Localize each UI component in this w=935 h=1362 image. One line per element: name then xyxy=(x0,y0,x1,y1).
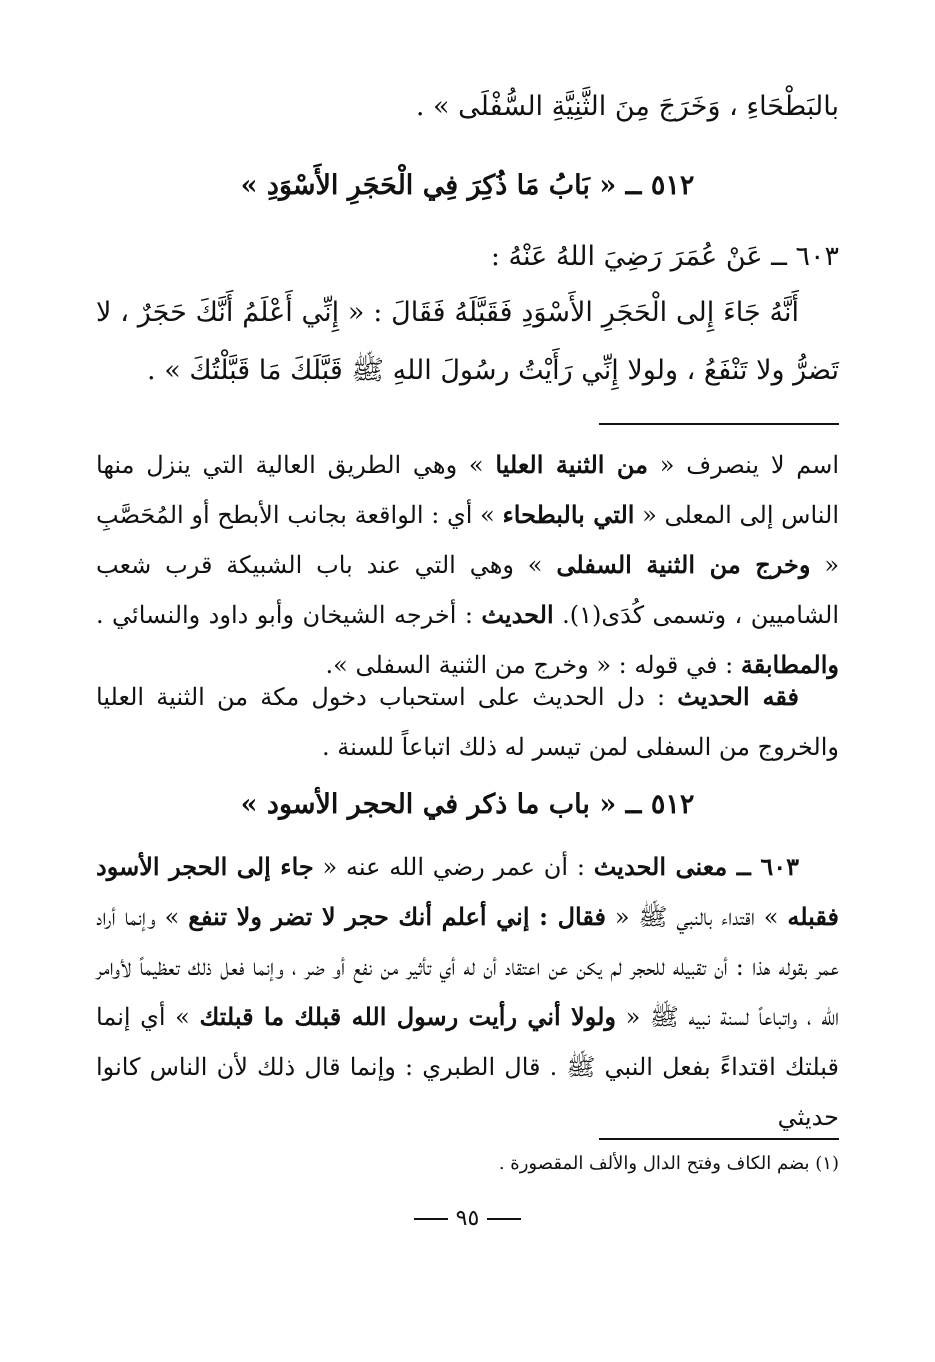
sharh-p3-segment: » اقتداء بالنبي ﷺ « xyxy=(605,903,788,931)
sharh-p1-segment: » وهي الطريق العالية التي ينزل منها الناس إلى المعلى « xyxy=(96,451,839,529)
hadith-text: أَنَّهُ جَاءَ إِلى الْحَجَرِ الأَسْوَدِ فَقَبَّلَهُ فَقَالَ : « إِنِّي أَعْلَمُ أَنَّكَ حَجَرٌ ، لا تَضرُّ ولا تَنْفَعُ ، ولولا إِنِّي رَأَيْتُ رسُولَ اللهِ ﷺ قَبَّلَكَ مَا قَبَّلْتُكَ » . xyxy=(96,297,839,386)
page-number-dash-left xyxy=(414,1218,448,1220)
sharh-p3-segment: جاء إلى الحجر الأسود فقبله xyxy=(96,852,839,931)
matn-line-1: بالبَطْحَاءِ ، وَخَرَجَ مِنَ الثَّنِيَّةِ السُّفْلَى » . xyxy=(415,91,839,122)
chapter-heading-matn: ٥١٢ ــ « بَابُ مَا ذُكِرَ فِي الْحَجَرِ الأَسْوَدِ » xyxy=(240,170,695,201)
sharh-p1-segment: وخرج من الثنية السفلى xyxy=(556,550,811,579)
sharh-p3-segment: فقال : إني أعلم أنك حجر لا تضر ولا تنفع xyxy=(188,902,606,931)
sharh-p3-segment: ٦٠٣ ــ معنى الحديث xyxy=(593,852,799,881)
sharh-p1-segment: التي بالبطحاء xyxy=(502,500,635,529)
sharh-p1-segment: الحديث xyxy=(481,600,554,629)
sharh-p1-segment: : في قوله : « وخرج من الثنية السفلى ». xyxy=(325,651,741,679)
hadith-intro: ٦٠٣ ــ عَنْ عُمَرَ رَضِيَ اللهُ عَنْهُ : xyxy=(490,241,839,272)
page-number xyxy=(0,1206,935,1231)
page-number-text: ٩٥ xyxy=(455,1206,480,1231)
sharh-p3-segment: » وإنما أراد عمر بقوله هذا : أن تقبيله للحجر لم يكن عن اعتقاد أن له أي تأثير من نفع أو ضر ، وإنما فعل ذلك تعظيماً لأوامر الله ، واتباعاً لسنة نبيه ﷺ « xyxy=(96,903,839,1031)
sharh-paragraph-2 xyxy=(96,672,839,772)
sharh-p1-segment: » وهي التي عند باب الشبيكة قرب شعب الشاميين ، وتسمى كُدَى(١). xyxy=(96,551,840,629)
footnote-separator-rule xyxy=(599,1138,839,1140)
sharh-p3-segment: » أي إنما قبلتك اقتداءً بفعل النبي ﷺ . قال الطبري : وإنما قال ذلك لأن الناس كانوا حديثي xyxy=(96,1003,839,1131)
sharh-paragraph-1 xyxy=(96,440,839,690)
sharh-p1-segment: » أي : الواقعة بجانب الأبطح أو المُحَصَّبِ « xyxy=(96,501,840,579)
sharh-p2-segment: فقه الحديث xyxy=(677,682,799,711)
sharh-p2-segment: : دل الحديث على استحباب دخول مكة من الثنية العليا والخروج من السفلى لمن تيسر له ذلك اتباعاً للسنة . xyxy=(96,683,839,761)
matn-separator-rule xyxy=(599,423,839,425)
chapter-heading-sharh: ٥١٢ ــ « باب ما ذكر في الحجر الأسود » xyxy=(240,789,695,820)
sharh-p3-segment: : أن عمر رضي الله عنه « xyxy=(313,853,594,881)
footnote: (١) بضم الكاف وفتح الدال والألف المقصورة . xyxy=(498,1153,839,1174)
sharh-p3-segment: ولولا أني رأيت رسول الله قبلك ما قبلتك xyxy=(199,1002,617,1031)
sharh-paragraph-3 xyxy=(96,842,839,1142)
sharh-p1-segment: من الثنية العليا xyxy=(495,450,649,479)
page-number-dash-right xyxy=(487,1218,521,1220)
sharh-p1-segment: : أخرجه الشيخان وأبو داود والنسائي . xyxy=(96,601,482,629)
sharh-p1-segment: اسم لا ينصرف « xyxy=(648,451,839,479)
sharh-p1-segment: والمطابقة xyxy=(740,650,839,679)
